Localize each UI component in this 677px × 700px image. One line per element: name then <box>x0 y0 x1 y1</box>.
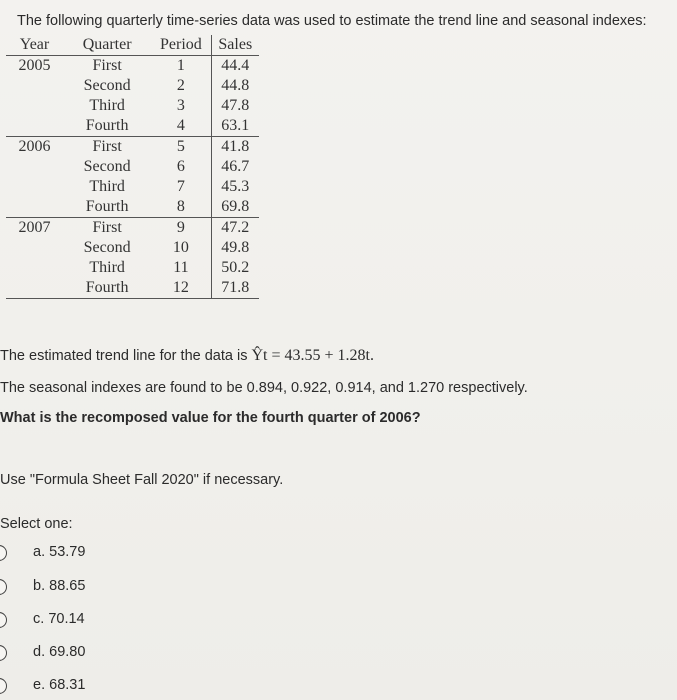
cell-quarter: Third <box>89 178 125 195</box>
option-label: e. 68.31 <box>33 677 86 693</box>
trend-label: The estimated trend line for the data is <box>0 348 248 364</box>
radio-button[interactable] <box>0 579 7 595</box>
cell-period: 7 <box>176 178 185 195</box>
cell-quarter: First <box>63 218 151 239</box>
option-label: c. 70.14 <box>33 611 85 627</box>
cell-sales: 44.4 <box>211 56 259 77</box>
cell-quarter: Fourth <box>63 278 151 299</box>
cell-sales: 69.8 <box>211 197 259 218</box>
cell-period: 11 <box>173 259 189 276</box>
cell-quarter: Second <box>83 77 131 94</box>
cell-sales: 41.8 <box>211 137 259 158</box>
cell-period: 4 <box>176 117 185 134</box>
radio-button[interactable] <box>0 545 7 561</box>
radio-button[interactable] <box>0 612 7 628</box>
cell-year <box>6 116 63 137</box>
table-row <box>6 76 259 96</box>
option-label: d. 69.80 <box>33 644 86 660</box>
table-row <box>6 96 259 116</box>
table-header-row <box>6 35 259 56</box>
cell-sales: 45.3 <box>211 177 259 197</box>
formula-sheet-note: Use "Formula Sheet Fall 2020" if necessary. <box>0 472 284 488</box>
cell-quarter: Second <box>83 239 131 256</box>
intro-text: The following quarterly time-series data was used to estimate the trend line and seasonal indexes: <box>17 13 647 29</box>
cell-year <box>6 177 63 197</box>
trend-line-text <box>0 347 374 365</box>
header-period: Period <box>151 35 211 56</box>
option-label: b. 88.65 <box>33 578 86 594</box>
cell-year <box>6 238 63 258</box>
header-year: Year <box>6 35 63 56</box>
trend-equation: Ŷt = 43.55 + 1.28t. <box>251 347 374 364</box>
table-row <box>6 218 259 239</box>
radio-button[interactable] <box>0 645 7 661</box>
cell-quarter: First <box>63 137 151 158</box>
question-text: What is the recomposed value for the fourth quarter of 2006? <box>0 410 421 426</box>
table-row <box>6 157 259 177</box>
cell-quarter: Fourth <box>85 198 129 215</box>
cell-period: 9 <box>151 218 211 239</box>
cell-year <box>6 96 63 116</box>
select-one-label: Select one: <box>0 516 73 532</box>
cell-quarter: Fourth <box>85 117 129 134</box>
table-row <box>6 137 259 158</box>
option-label: a. 53.79 <box>33 544 86 560</box>
cell-sales: 47.2 <box>211 218 259 239</box>
header-sales: Sales <box>211 35 259 56</box>
cell-sales: 47.8 <box>211 96 259 116</box>
cell-year: 2006 <box>6 137 63 158</box>
radio-button[interactable] <box>0 678 7 694</box>
cell-sales: 63.1 <box>211 116 259 137</box>
cell-period: 1 <box>176 57 185 74</box>
cell-sales: 71.8 <box>211 278 259 299</box>
cell-period: 10 <box>172 239 189 256</box>
cell-quarter: Third <box>89 259 125 276</box>
cell-period: 8 <box>176 198 185 215</box>
header-quarter: Quarter <box>63 35 151 56</box>
seasonal-indexes-text: The seasonal indexes are found to be 0.894, 0.922, 0.914, and 1.270 respectively. <box>0 380 528 396</box>
cell-year: 2007 <box>6 218 63 239</box>
cell-year <box>6 258 63 278</box>
table-row <box>6 177 259 197</box>
cell-period: 12 <box>151 278 211 299</box>
cell-sales: 50.2 <box>211 258 259 278</box>
cell-sales: 46.7 <box>211 157 259 177</box>
cell-year <box>6 157 63 177</box>
cell-year <box>6 197 63 218</box>
cell-year <box>6 278 63 299</box>
cell-year <box>6 76 63 96</box>
table-row <box>6 56 259 77</box>
cell-period: 6 <box>176 158 185 175</box>
table-row <box>6 197 259 218</box>
sales-table <box>6 35 259 303</box>
cell-period: 5 <box>151 137 211 158</box>
cell-quarter: Third <box>89 97 125 114</box>
cell-quarter: First <box>92 57 122 74</box>
cell-year: 2005 <box>18 57 51 74</box>
cell-sales: 44.8 <box>211 76 259 96</box>
table-row <box>6 278 259 299</box>
cell-quarter: Second <box>83 158 131 175</box>
table-row <box>6 258 259 278</box>
cell-period: 3 <box>176 97 185 114</box>
table-row <box>6 238 259 258</box>
table-row <box>6 116 259 137</box>
cell-period: 2 <box>176 77 185 94</box>
cell-sales: 49.8 <box>211 238 259 258</box>
